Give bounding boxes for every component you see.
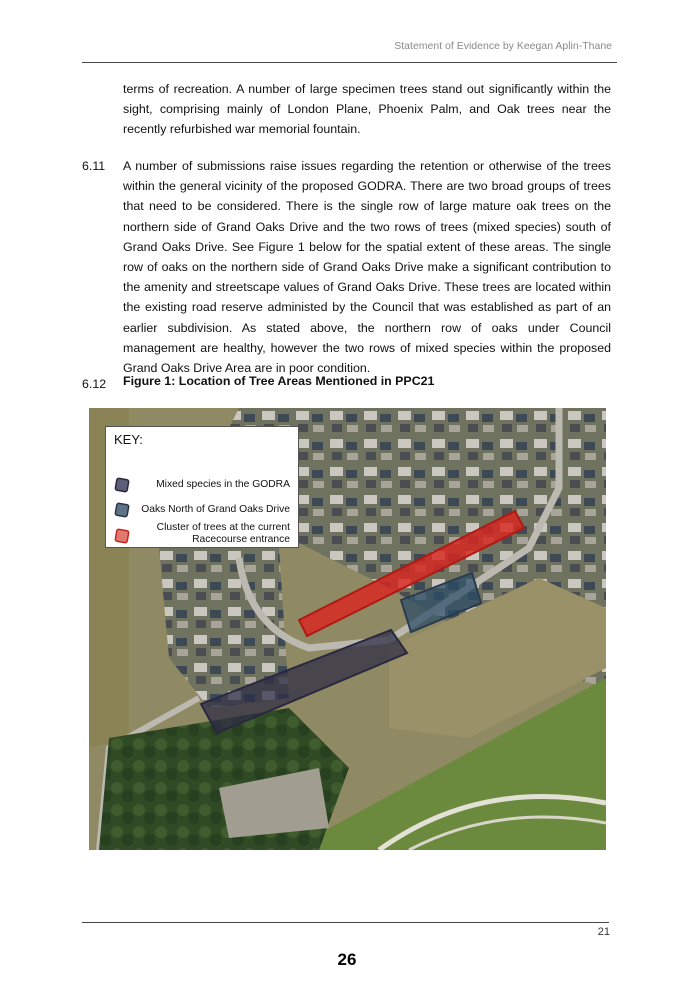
swatch-shape-mixed (115, 478, 129, 492)
key-label-oaks-north: Oaks North of Grand Oaks Drive (141, 504, 290, 515)
map-key (105, 426, 299, 548)
footer-page-number: 21 (597, 926, 610, 938)
footer-divider (82, 922, 609, 923)
paragraph-number-6-12: 6.12 (82, 377, 107, 391)
aerial-map (89, 408, 606, 850)
swatch-shape-oaks (115, 503, 129, 517)
paragraph-number-6-11: 6.11 (82, 159, 106, 173)
key-swatch-racecourse-cluster (114, 528, 130, 544)
swatch-shape-cluster (115, 529, 129, 543)
key-title: KEY: (114, 432, 143, 447)
key-swatch-mixed-species (114, 477, 130, 493)
document-header: Statement of Evidence by Keegan Aplin-Thane (394, 40, 612, 52)
key-swatch-oaks-north (114, 502, 130, 518)
key-label-racecourse-cluster: Cluster of trees at the current Racecourse entrance (156, 522, 290, 545)
paragraph-continuation: terms of recreation. A number of large specimen trees stand out significantly within the sight, comprising mainly of London Plane, Phoenix Palm, and Oak trees near the recently refurbished war memorial fountain. (123, 82, 611, 137)
document-stamp-number: 26 (337, 950, 357, 969)
paragraph-6-11: A number of submissions raise issues regarding the retention or otherwise of the trees within the general vicinity of the proposed GODRA. There are two broad groups of trees that need to be considered. There is the single row of large mature oak trees on the northern side of Grand Oaks Drive and the two rows of trees (mixed species) south of Grand Oaks Drive. See Figure 1 below for the spatial extent of these areas. The single row of oaks on the northern side of Grand Oaks Drive make a significant contribution to the amenity and streetscape values of Grand Oaks Drive. These trees are located within the existing road reserve administed by the Council that was established as part of an earlier subdivision. As stated above, the northern row of oaks under Council management are healthy, however the two rows of mixed species within the proposed Grand Oaks Drive Area are in poor condition. (123, 159, 611, 376)
figure-caption: Figure 1: Location of Tree Areas Mentioned in PPC21 (123, 374, 435, 388)
key-label-mixed-species: Mixed species in the GODRA (156, 479, 290, 490)
header-divider (82, 62, 617, 63)
